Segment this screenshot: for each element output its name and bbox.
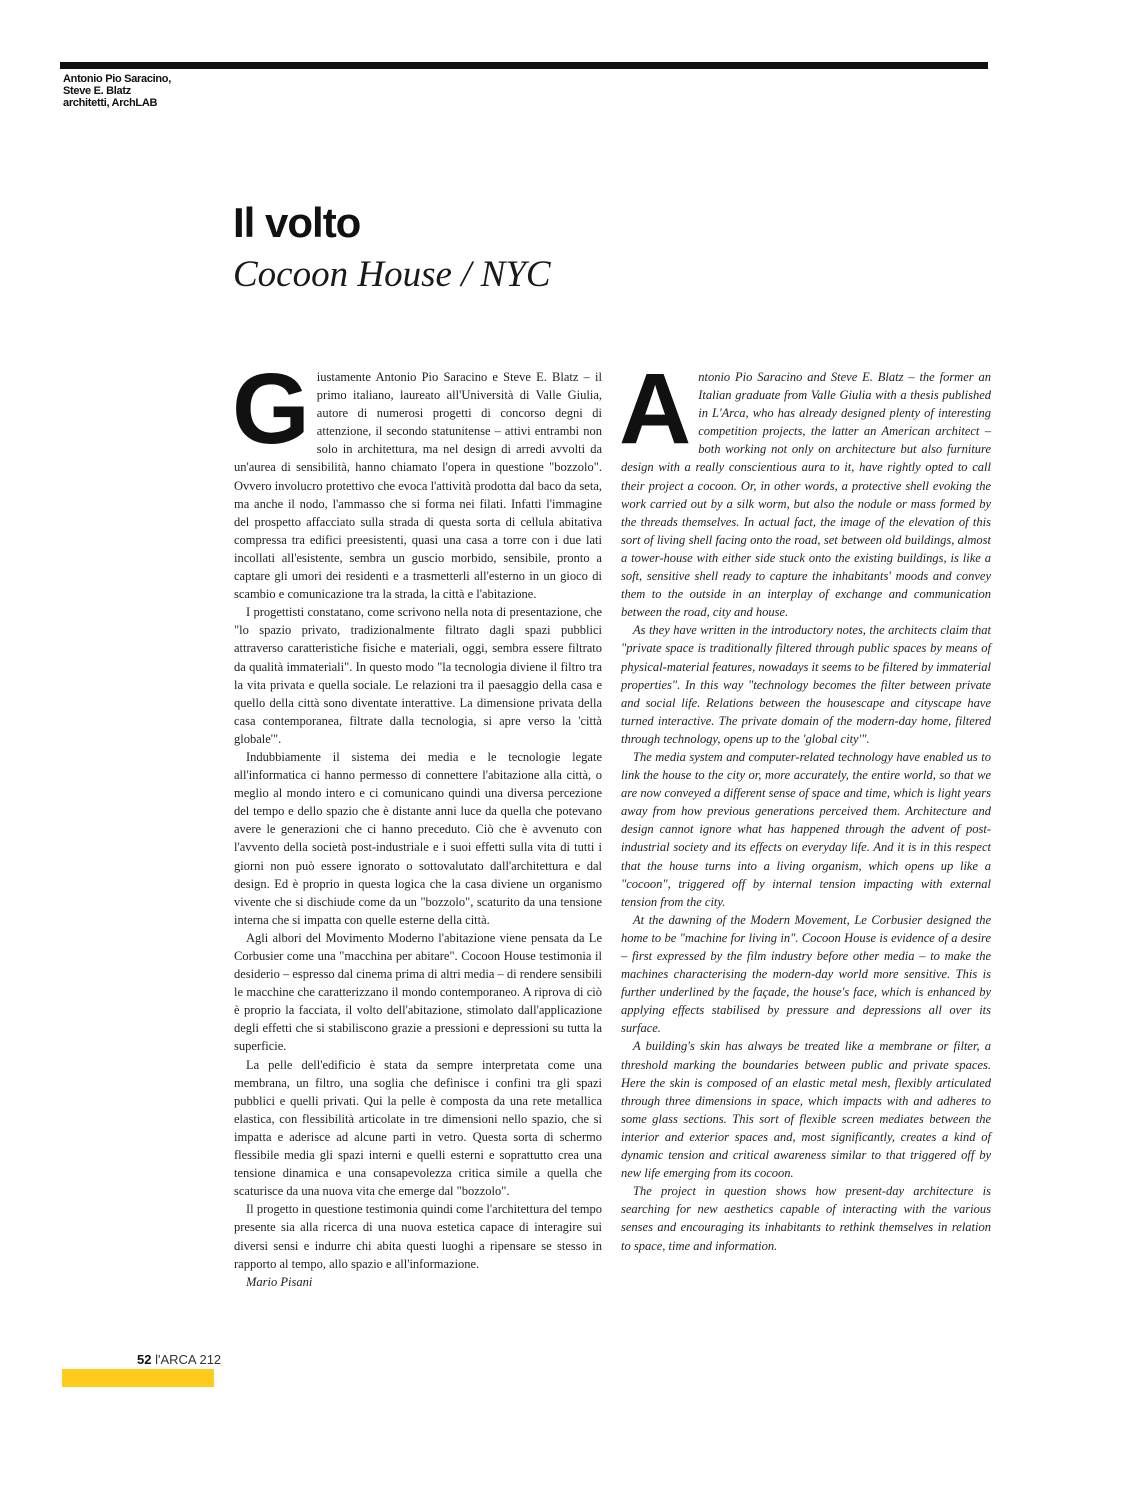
- page-number: 52: [137, 1352, 152, 1367]
- english-paragraph: A building's skin has always be treated like a membrane or filter, a threshold marking the boundaries between public and private spaces. Here the skin is composed of an elastic metal mesh, flexibly articulated through three dimensions in space, which impacts with and adheres to some glass sections. This sort of flexible screen mediates between the interior and exterior spaces and, most significantly, creates a kind of dynamic tension and critical awareness similar to that triggered off by new life emerging from its cocoon.: [621, 1039, 991, 1181]
- english-column: [619, 353, 991, 1255]
- english-paragraph: The project in question shows how present-day architecture is searching for new aesthetics capable of interacting with the various senses and encouraging its inhabitants to rethink themselves in relation to space, time and information.: [621, 1184, 991, 1253]
- article-title: Il volto: [233, 199, 361, 246]
- italian-paragraph: [232, 353, 602, 603]
- italian-paragraph: Agli albori del Movimento Moderno l'abitazione viene pensata da Le Corbusier come una "macchina per abitare". Cocoon House testimonia il desiderio – espresso dal cinema prima di altri media – di rendere sensibili le macchine che caratterizzano il mondo contemporaneo. A riprova di ciò è proprio la facciata, il volto dell'abitazione, stimolato dall'applicazione degli effetti che si stabiliscono grazie a pressioni e depressioni su tutta la superficie.: [234, 930, 602, 1054]
- italian-paragraph: Il progetto in questione testimonia quindi come l'architettura del tempo presente sia alla ricerca di una nuova estetica capace di interagire sui diversi sensi e indurre chi abita questi luoghi a ripensare se stesso in rapporto al tempo, allo spazio e all'informazione.: [234, 1202, 602, 1271]
- article-subtitle: Cocoon House / NYC: [233, 254, 551, 295]
- author-line: Antonio Pio Saracino,: [63, 73, 171, 85]
- italian-paragraph: Indubbiamente il sistema dei media e le tecnologie legate all'informatica ci hanno permesso di connettere l'abitazione alla città, o meglio al mondo intero e ci comunicano quindi una diversa percezione del tempo e dello spazio che è distante anni luce da quella che potevano avere le generazioni che ci hanno preceduto. Ciò che è avvenuto con l'avvento della società post-industriale e i suoi effetti sulla vita di tutti i giorni non può essere ignorato o sottovalutato dall'architettura e dal design. Ed è proprio in questa logica che la casa diviene un organismo vivente che si dischiude come da un "bozzolo", scaturito da una tensione interna che si impatta con quelle esterne della città.: [234, 749, 602, 927]
- english-paragraph: As they have written in the introductory notes, the architects claim that "private space is traditionally filtered through public spaces by means of physical-material features, nowadays it seems to be filtered by immaterial properties". In this way "technology becomes the filter between private and social life. Relations between the housescape and cityscape have turned interactive. The private domain of the modern-day home, filtered through technology, opens up to the 'global city'".: [621, 623, 991, 746]
- page-footer: [137, 1352, 221, 1367]
- italian-paragraph: La pelle dell'edificio è stata da sempre interpretata come una membrana, un filtro, una soglia che definisce i confini tra gli spazi pubblici e quelli privati. Qui la pelle è composta da una rete metallica elastica, con flessibilità articolate in tre dimensioni nello spazio, che si impatta e aderisce ad alcune parti in vetro. Questa sorta di schermo flessibile media gli spazi interni e quelli esterni e soprattutto crea una tensione dinamica e una consapevolezza critica simile a quella che scaturisce da una nuova vita che emerge dal "bozzolo".: [234, 1057, 602, 1199]
- italian-paragraph: I progettisti constatano, come scrivono nella nota di presentazione, che "lo spazio privato, tradizionalmente filtrato dagli spazi pubblici attraverso caratteristiche fisiche e materiali, oggi, sembra essere filtrato da qualità immateriali". In questo modo "la tecnologia diviene il filtro tra la vita privata e quella sociale. Le relazioni tra il paesaggio della casa e quello della città sono diventate interattive. La dimensione privata della casa contemporanea, filtrate dalla tecnologia, si apre verso la 'città globale'".: [234, 605, 602, 746]
- author-line: architetti, ArchLAB: [63, 97, 158, 109]
- english-paragraph: The media system and computer-related technology have enabled us to link the house to the city or, more accurately, the entire world, so that we are now conveyed a different sense of space and time, which is light years away from how previous generations perceived them. Architecture and design cannot ignore what has happened through the advent of post-industrial society and its effects on everyday life. And it is in this respect that the house turns into a living organism, which opens up like a "cocoon", triggered off by internal tension impacting with external tension from the city.: [621, 749, 991, 909]
- top-rule: [60, 62, 988, 69]
- article-signature: Mario Pisani: [246, 1274, 313, 1289]
- footer-accent-bar: [62, 1369, 214, 1387]
- english-paragraph: [619, 353, 991, 621]
- author-credits: [63, 73, 323, 109]
- publication-name: l'ARCA 212: [155, 1352, 222, 1367]
- paragraph-text: iustamente Antonio Pio Saracino e Steve E. Blatz – il primo italiano, laureato all'Università di Valle Giulia, autore di numerosi progetti di concorso degni di attenzione, il secondo statunitense – attivi entrambi non solo in architettura, ma nel design di arredi avvolti da un'aurea di sensibilità, hanno chiamato l'opera in questione "bozzolo". Ovvero involucro protettivo che evoca l'attività prodotta dal baco da seta, ma anche il nodo, l'ammasso che si forma nei filati. Infatti l'immagine del prospetto affacciato sulla strada di questa sorta di cellula abitativa compressa tra edifici preesistenti, quasi una casa a torre con i due lati incollati all'esistente, sembra un guscio morbido, sensibile, pronto a captare gli umori dei residenti e a trasmetterli all'esterno in un gioco di scambio e comunicazione tra la strada, la città e l'abitazione.: [234, 370, 602, 602]
- paragraph-text: ntonio Pio Saracino and Steve E. Blatz – the former an Italian graduate from Valle Giulia with a thesis published in L'Arca, who has already designed plenty of interesting competition projects, the latter an American architect – both working not only on architecture but also furniture design with a really conscientious aura to it, have rightly opted to call their project a cocoon. Or, in other words, a protective shell evoking the work carried out by a silk worm, but also the nodule or mass formed by the threads themselves. In actual fact, the image of the elevation of this sort of living shell facing onto the road, set between old buildings, almost a tower-house with either side stuck onto the existing buildings, is like a soft, sensitive shell ready to capture the inhabitants' moods and convey them to the outside in an interplay of exchange and communication between the road, city and house.: [621, 370, 991, 620]
- english-paragraph: At the dawning of the Modern Movement, Le Corbusier designed the home to be "machine for living in". Cocoon House is evidence of a desire – first expressed by the film industry before other media – to make the machines characterising the modern-day world more sensitive. This is further underlined by the façade, the house's face, which is enhanced by applying effects stabilised by pressure and depressions all over its surface.: [621, 912, 991, 1036]
- author-line: Steve E. Blatz: [63, 85, 131, 97]
- italian-column: [232, 353, 602, 1291]
- dropcap: A: [619, 353, 692, 465]
- dropcap: G: [232, 353, 310, 465]
